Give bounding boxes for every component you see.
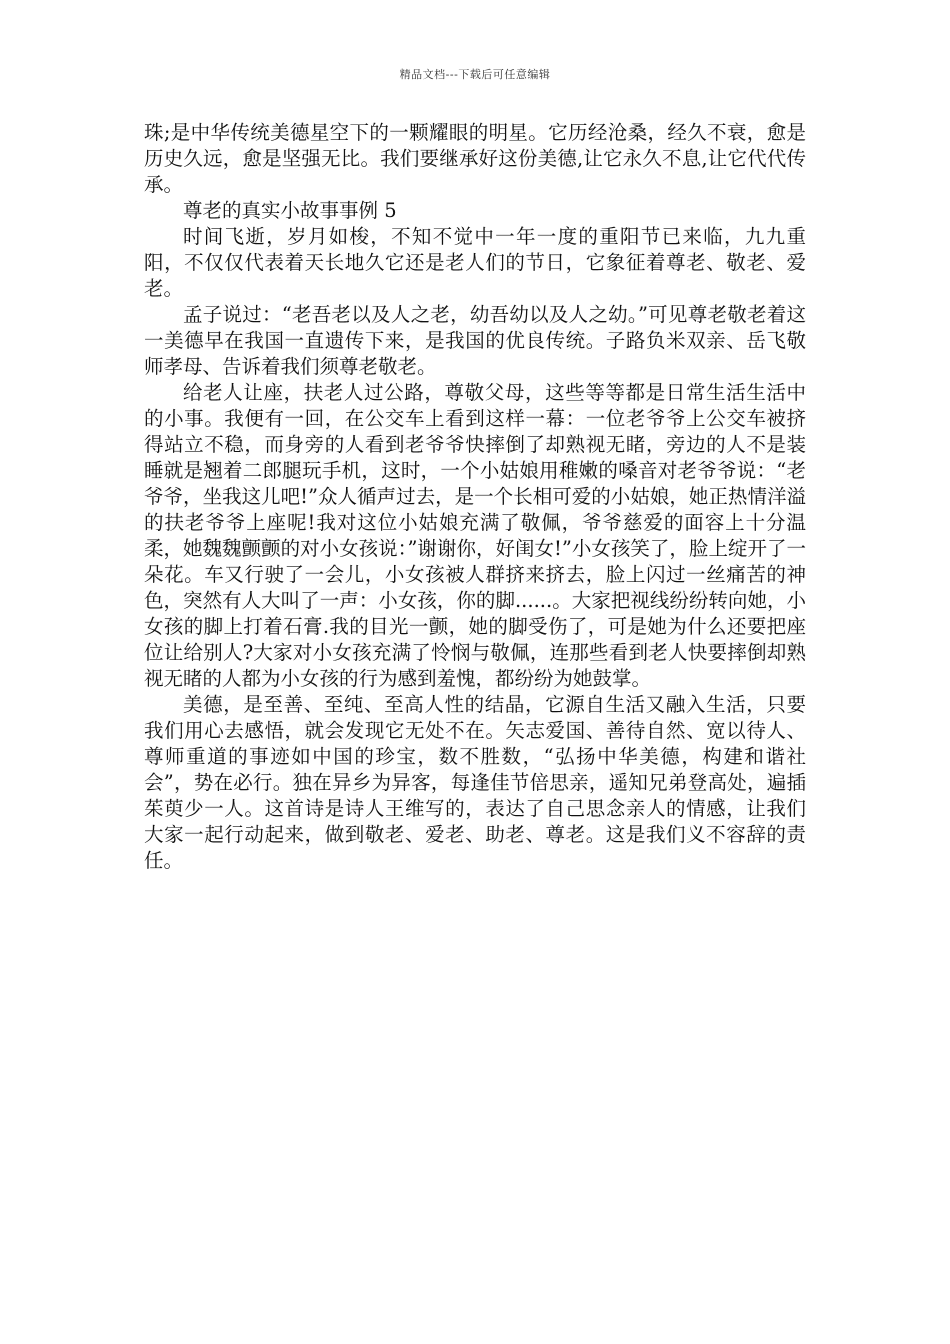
document-body (144, 120, 806, 874)
section-heading: 尊老的真实小故事事例 5 (183, 199, 397, 222)
paragraph: 美德，是至善、至纯、至高人性的结晶，它源自生活又融入生活，只要我们用心去感悟，就会发现它无处不在。矢志爱国、善待自然、宽以待人、尊师重道的事迹如中国的珍宝，数不胜数，“弘扬中华美德，构建和谐社会”，势在必行。独在异乡为异客，每逢佳节倍思亲，遥知兄弟登高处，遍插茱萸少一人。这首诗是诗人王维写的，表达了自己思念亲人的情感，让我们大家一起行动起来，做到敬老、爱老、助老、尊老。这是我们义不容辞的责任。 (144, 693, 806, 872)
paragraph-continuation: 珠;是中华传统美德星空下的一颗耀眼的明星。它历经沧桑，经久不衰，愈是历史久远，愈是坚强无比。我们要继承好这份美德,让它永久不息,让它代代传承。 (144, 121, 806, 196)
paragraph: 给老人让座，扶老人过公路，尊敬父母，这些等等都是日常生活生活中的小事。我便有一回，在公交车上看到这样一幕：一位老爷爷上公交车被挤得站立不稳，而身旁的人看到老爷爷快摔倒了却熟视无睹，旁边的人不是装睡就是翘着二郎腿玩手机，这时，一个小姑娘用稚嫩的嗓音对老爷爷说：“老爷爷，坐我这儿吧!”众人循声过去，是一个长相可爱的小姑娘，她正热情洋溢的扶老爷爷上座呢!我对这位小姑娘充满了敬佩，爷爷慈爱的面容上十分温柔，她魏魏颤颤的对小女孩说：”谢谢你，好闺女!”小女孩笑了，脸上绽开了一朵花。车又行驶了一会儿，小女孩被人群挤来挤去，脸上闪过一丝痛苦的神色，突然有人大叫了一声：小女孩，你的脚......。大家把视线纷纷转向她，小女孩的脚上打着石膏.我的目光一颤，她的脚受伤了，可是她为什么还要把座位让给别人?大家对小女孩充满了怜悯与敬佩，连那些看到老人快要摔倒却熟视无睹的人都为小女孩的行为感到羞愧，都纷纷为她鼓掌。 (144, 381, 806, 690)
page-header: 精品文档---下载后可任意编辑 (399, 68, 551, 81)
paragraph: 时间飞逝，岁月如梭，不知不觉中一年一度的重阳节已来临，九九重阳，不仅仅代表着天长地久它还是老人们的节日，它象征着尊老、敬老、爱老。 (144, 225, 806, 300)
paragraph: 孟子说过：“老吾老以及人之老，幼吾幼以及人之幼。”可见尊老敬老着这一美德早在我国一直遗传下来，是我国的优良传统。子路负米双亲、岳飞敬师孝母、告诉着我们须尊老敬老。 (144, 303, 806, 378)
